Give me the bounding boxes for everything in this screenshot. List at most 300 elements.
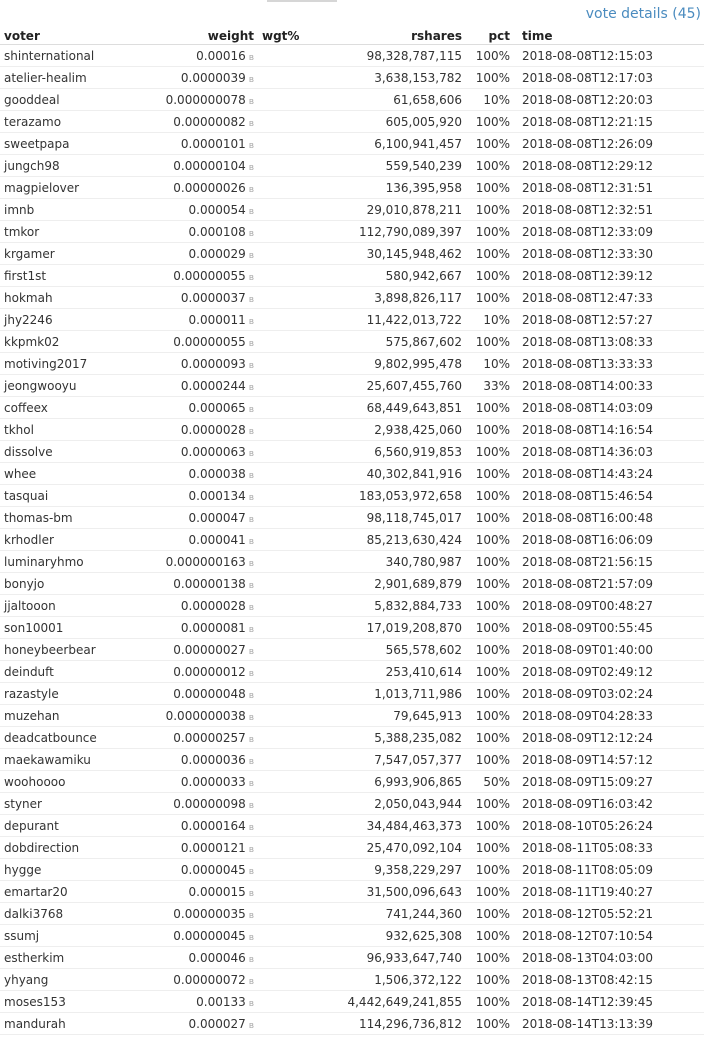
vote-wgt-percent [258, 969, 294, 991]
vote-weight [108, 749, 258, 771]
vote-rshares: 932,625,308 [294, 925, 466, 947]
vote-time: 2018-08-11T19:40:27 [514, 881, 704, 903]
vote-weight [108, 705, 258, 727]
vote-pct: 100% [466, 485, 514, 507]
unit-icon: ʙ [248, 426, 254, 437]
weight-value: 0.000000163 [165, 554, 246, 569]
vote-pct: 100% [466, 133, 514, 155]
vote-pct: 100% [466, 45, 514, 67]
unit-icon: ʙ [248, 470, 254, 481]
table-row [0, 903, 704, 925]
weight-value: 0.000000038 [165, 708, 246, 723]
vote-time: 2018-08-09T02:49:12 [514, 661, 704, 683]
column-header-time[interactable]: time [514, 27, 704, 45]
vote-weight [108, 1013, 258, 1035]
vote-rshares: 29,010,878,211 [294, 199, 466, 221]
table-row [0, 991, 704, 1013]
vote-pct: 100% [466, 837, 514, 859]
vote-rshares: 112,790,089,397 [294, 221, 466, 243]
vote-weight [108, 309, 258, 331]
vote-time: 2018-08-08T12:21:15 [514, 111, 704, 133]
vote-time: 2018-08-08T14:36:03 [514, 441, 704, 463]
table-row [0, 265, 704, 287]
weight-value: 0.0000121 [180, 840, 246, 855]
vote-weight [108, 947, 258, 969]
vote-pct: 100% [466, 639, 514, 661]
voter-name[interactable]: depurant [0, 815, 108, 837]
voter-name[interactable]: atelier-healim [0, 67, 108, 89]
voter-name[interactable]: honeybeerbear [0, 639, 108, 661]
weight-value: 0.0000101 [180, 136, 246, 151]
vote-wgt-percent [258, 331, 294, 353]
vote-pct: 100% [466, 221, 514, 243]
vote-time: 2018-08-08T14:03:09 [514, 397, 704, 419]
vote-weight [108, 419, 258, 441]
vote-pct: 100% [466, 529, 514, 551]
weight-value: 0.00000048 [173, 686, 246, 701]
vote-weight [108, 353, 258, 375]
unit-icon: ʙ [248, 866, 254, 877]
weight-value: 0.0000028 [180, 422, 246, 437]
weight-value: 0.0000036 [180, 752, 246, 767]
vote-rshares: 6,993,906,865 [294, 771, 466, 793]
vote-wgt-percent [258, 991, 294, 1013]
vote-weight [108, 45, 258, 67]
vote-wgt-percent [258, 947, 294, 969]
voter-name[interactable]: gooddeal [0, 89, 108, 111]
vote-rshares: 2,938,425,060 [294, 419, 466, 441]
vote-time: 2018-08-14T13:13:39 [514, 1013, 704, 1035]
weight-value: 0.000015 [188, 884, 246, 899]
table-row [0, 1013, 704, 1035]
voter-name[interactable]: deinduft [0, 661, 108, 683]
voter-name[interactable]: maekawamiku [0, 749, 108, 771]
vote-time: 2018-08-09T04:28:33 [514, 705, 704, 727]
voter-name[interactable]: styner [0, 793, 108, 815]
vote-wgt-percent [258, 529, 294, 551]
table-row [0, 947, 704, 969]
unit-icon: ʙ [248, 514, 254, 525]
voter-name[interactable]: estherkim [0, 947, 108, 969]
vote-rshares: 6,100,941,457 [294, 133, 466, 155]
vote-wgt-percent [258, 551, 294, 573]
table-row [0, 309, 704, 331]
vote-weight [108, 463, 258, 485]
weight-value: 0.000027 [188, 1016, 246, 1031]
voter-name[interactable]: shinternational [0, 45, 108, 67]
vote-rshares: 31,500,096,643 [294, 881, 466, 903]
voter-name[interactable]: jjaltooon [0, 595, 108, 617]
weight-value: 0.000108 [188, 224, 246, 239]
vote-wgt-percent [258, 111, 294, 133]
vote-rshares: 2,901,689,879 [294, 573, 466, 595]
vote-rshares: 741,244,360 [294, 903, 466, 925]
table-row [0, 397, 704, 419]
vote-pct: 100% [466, 969, 514, 991]
vote-time: 2018-08-08T12:15:03 [514, 45, 704, 67]
voter-name[interactable]: bonyjo [0, 573, 108, 595]
vote-rshares: 25,607,455,760 [294, 375, 466, 397]
voter-name[interactable]: hokmah [0, 287, 108, 309]
vote-weight [108, 837, 258, 859]
vote-weight [108, 815, 258, 837]
vote-pct: 100% [466, 815, 514, 837]
vote-pct: 100% [466, 595, 514, 617]
vote-time: 2018-08-08T13:33:33 [514, 353, 704, 375]
vote-time: 2018-08-08T12:33:30 [514, 243, 704, 265]
table-row [0, 749, 704, 771]
unit-icon: ʙ [248, 646, 254, 657]
table-row [0, 969, 704, 991]
vote-time: 2018-08-09T01:40:00 [514, 639, 704, 661]
voter-name[interactable]: deadcatbounce [0, 727, 108, 749]
weight-value: 0.000011 [188, 312, 246, 327]
unit-icon: ʙ [248, 316, 254, 327]
weight-value: 0.000029 [188, 246, 246, 261]
vote-time: 2018-08-08T13:08:33 [514, 331, 704, 353]
table-row [0, 155, 704, 177]
vote-wgt-percent [258, 507, 294, 529]
vote-wgt-percent [258, 815, 294, 837]
vote-weight [108, 265, 258, 287]
table-row [0, 507, 704, 529]
vote-pct: 100% [466, 265, 514, 287]
weight-value: 0.00000138 [173, 576, 246, 591]
vote-time: 2018-08-08T16:00:48 [514, 507, 704, 529]
vote-time: 2018-08-09T15:09:27 [514, 771, 704, 793]
voter-name[interactable]: tmkor [0, 221, 108, 243]
weight-value: 0.00000072 [173, 972, 246, 987]
vote-wgt-percent [258, 375, 294, 397]
unit-icon: ʙ [248, 96, 254, 107]
vote-weight [108, 67, 258, 89]
vote-time: 2018-08-08T12:31:51 [514, 177, 704, 199]
vote-pct: 100% [466, 287, 514, 309]
vote-wgt-percent [258, 683, 294, 705]
voter-name[interactable]: son10001 [0, 617, 108, 639]
vote-wgt-percent [258, 243, 294, 265]
weight-value: 0.00000055 [173, 268, 246, 283]
vote-wgt-percent [258, 45, 294, 67]
weight-value: 0.000046 [188, 950, 246, 965]
column-header-wgt-percent[interactable]: wgt% [258, 27, 294, 45]
table-row [0, 287, 704, 309]
vote-time: 2018-08-09T00:48:27 [514, 595, 704, 617]
vote-rshares: 96,933,647,740 [294, 947, 466, 969]
vote-rshares: 3,638,153,782 [294, 67, 466, 89]
voter-name[interactable]: muzehan [0, 705, 108, 727]
vote-time: 2018-08-08T12:47:33 [514, 287, 704, 309]
unit-icon: ʙ [248, 360, 254, 371]
vote-weight [108, 969, 258, 991]
voter-name[interactable]: dalki3768 [0, 903, 108, 925]
vote-rshares: 11,422,013,722 [294, 309, 466, 331]
unit-icon: ʙ [248, 690, 254, 701]
table-row [0, 573, 704, 595]
vote-pct: 100% [466, 947, 514, 969]
vote-time: 2018-08-08T14:00:33 [514, 375, 704, 397]
table-row [0, 837, 704, 859]
voter-name[interactable]: motiving2017 [0, 353, 108, 375]
weight-value: 0.000041 [188, 532, 246, 547]
table-row [0, 441, 704, 463]
vote-pct: 100% [466, 705, 514, 727]
voter-name[interactable]: sweetpapa [0, 133, 108, 155]
vote-rshares: 40,302,841,916 [294, 463, 466, 485]
voter-name[interactable]: jhy2246 [0, 309, 108, 331]
vote-rshares: 61,658,606 [294, 89, 466, 111]
voter-name[interactable]: thomas-bm [0, 507, 108, 529]
unit-icon: ʙ [248, 448, 254, 459]
unit-icon: ʙ [248, 140, 254, 151]
vote-wgt-percent [258, 595, 294, 617]
vote-weight [108, 221, 258, 243]
vote-pct: 33% [466, 375, 514, 397]
vote-rshares: 98,118,745,017 [294, 507, 466, 529]
weight-value: 0.000000078 [165, 92, 246, 107]
vote-pct: 100% [466, 617, 514, 639]
voter-name[interactable]: luminaryhmo [0, 551, 108, 573]
vote-time: 2018-08-08T15:46:54 [514, 485, 704, 507]
vote-weight [108, 331, 258, 353]
vote-wgt-percent [258, 925, 294, 947]
vote-wgt-percent [258, 397, 294, 419]
voter-name[interactable]: razastyle [0, 683, 108, 705]
voter-name[interactable]: whee [0, 463, 108, 485]
voter-name[interactable]: coffeex [0, 397, 108, 419]
unit-icon: ʙ [248, 888, 254, 899]
vote-pct: 100% [466, 661, 514, 683]
voter-name[interactable]: emartar20 [0, 881, 108, 903]
voter-name[interactable]: dobdirection [0, 837, 108, 859]
vote-pct: 100% [466, 419, 514, 441]
unit-icon: ʙ [248, 272, 254, 283]
vote-rshares: 580,942,667 [294, 265, 466, 287]
weight-value: 0.00000082 [173, 114, 246, 129]
unit-icon: ʙ [248, 910, 254, 921]
table-row [0, 331, 704, 353]
vote-time: 2018-08-08T16:06:09 [514, 529, 704, 551]
vote-weight [108, 287, 258, 309]
vote-wgt-percent [258, 881, 294, 903]
unit-icon: ʙ [248, 206, 254, 217]
vote-rshares: 79,645,913 [294, 705, 466, 727]
voter-name[interactable]: jungch98 [0, 155, 108, 177]
weight-value: 0.0000063 [180, 444, 246, 459]
vote-wgt-percent [258, 309, 294, 331]
vote-rshares: 559,540,239 [294, 155, 466, 177]
vote-weight [108, 111, 258, 133]
vote-pct: 100% [466, 397, 514, 419]
vote-wgt-percent [258, 705, 294, 727]
vote-pct: 100% [466, 749, 514, 771]
vote-rshares: 4,442,649,241,855 [294, 991, 466, 1013]
unit-icon: ʙ [248, 118, 254, 129]
table-row [0, 45, 704, 67]
table-row [0, 463, 704, 485]
unit-icon: ʙ [248, 822, 254, 833]
vote-pct: 10% [466, 353, 514, 375]
vote-time: 2018-08-08T12:29:12 [514, 155, 704, 177]
table-row [0, 639, 704, 661]
vote-rshares: 136,395,958 [294, 177, 466, 199]
unit-icon: ʙ [248, 602, 254, 613]
vote-pct: 100% [466, 991, 514, 1013]
vote-weight [108, 133, 258, 155]
table-row [0, 771, 704, 793]
vote-rshares: 9,802,995,478 [294, 353, 466, 375]
vote-rshares: 114,296,736,812 [294, 1013, 466, 1035]
weight-value: 0.00133 [196, 994, 246, 1009]
voter-name[interactable]: kkpmk02 [0, 331, 108, 353]
column-header-weight[interactable]: weight [108, 27, 258, 45]
unit-icon: ʙ [248, 668, 254, 679]
weight-value: 0.00000104 [173, 158, 246, 173]
vote-wgt-percent [258, 859, 294, 881]
voter-name[interactable]: woohoooo [0, 771, 108, 793]
voter-name[interactable]: mandurah [0, 1013, 108, 1035]
weight-value: 0.00016 [196, 48, 246, 63]
vote-weight [108, 925, 258, 947]
vote-weight [108, 507, 258, 529]
vote-wgt-percent [258, 617, 294, 639]
voter-name[interactable]: ssumj [0, 925, 108, 947]
vote-rshares: 1,013,711,986 [294, 683, 466, 705]
table-row [0, 485, 704, 507]
voter-name[interactable]: moses153 [0, 991, 108, 1013]
vote-wgt-percent [258, 419, 294, 441]
vote-rshares: 605,005,920 [294, 111, 466, 133]
table-row [0, 705, 704, 727]
vote-weight [108, 177, 258, 199]
vote-wgt-percent [258, 749, 294, 771]
vote-pct: 100% [466, 507, 514, 529]
vote-wgt-percent [258, 287, 294, 309]
table-row [0, 661, 704, 683]
vote-pct: 10% [466, 309, 514, 331]
vote-pct: 100% [466, 331, 514, 353]
vote-rshares: 68,449,643,851 [294, 397, 466, 419]
voter-name[interactable]: terazamo [0, 111, 108, 133]
vote-time: 2018-08-13T04:03:00 [514, 947, 704, 969]
vote-pct: 100% [466, 111, 514, 133]
vote-time: 2018-08-12T07:10:54 [514, 925, 704, 947]
vote-pct: 100% [466, 925, 514, 947]
voter-name[interactable]: tkhol [0, 419, 108, 441]
weight-value: 0.0000037 [180, 290, 246, 305]
column-header-rshares[interactable]: rshares [294, 27, 466, 45]
column-header-pct[interactable]: pct [466, 27, 514, 45]
vote-details-link[interactable]: vote details (45) [585, 6, 701, 22]
vote-rshares: 98,328,787,115 [294, 45, 466, 67]
voter-name[interactable]: first1st [0, 265, 108, 287]
vote-wgt-percent [258, 837, 294, 859]
weight-value: 0.0000164 [180, 818, 246, 833]
voter-name[interactable]: yhyang [0, 969, 108, 991]
table-row [0, 133, 704, 155]
vote-weight [108, 89, 258, 111]
unit-icon: ʙ [248, 162, 254, 173]
vote-time: 2018-08-13T08:42:15 [514, 969, 704, 991]
vote-weight [108, 375, 258, 397]
voter-name[interactable]: krgamer [0, 243, 108, 265]
weight-value: 0.00000098 [173, 796, 246, 811]
vote-time: 2018-08-08T21:57:09 [514, 573, 704, 595]
vote-rshares: 30,145,948,462 [294, 243, 466, 265]
vote-wgt-percent [258, 463, 294, 485]
vote-weight [108, 397, 258, 419]
voter-name[interactable]: dissolve [0, 441, 108, 463]
vote-weight [108, 485, 258, 507]
voter-name[interactable]: jeongwooyu [0, 375, 108, 397]
vote-time: 2018-08-11T08:05:09 [514, 859, 704, 881]
voter-name[interactable]: krhodler [0, 529, 108, 551]
table-row [0, 89, 704, 111]
table-row [0, 177, 704, 199]
vote-time: 2018-08-08T12:20:03 [514, 89, 704, 111]
vote-wgt-percent [258, 1013, 294, 1035]
vote-pct: 100% [466, 551, 514, 573]
vote-weight [108, 903, 258, 925]
vote-pct: 100% [466, 881, 514, 903]
vote-time: 2018-08-09T12:12:24 [514, 727, 704, 749]
column-header-voter[interactable]: voter [0, 27, 108, 45]
vote-weight [108, 199, 258, 221]
votes-table-body [0, 45, 704, 1035]
voter-name[interactable]: magpielover [0, 177, 108, 199]
table-row [0, 617, 704, 639]
vote-rshares: 17,019,208,870 [294, 617, 466, 639]
vote-rshares: 3,898,826,117 [294, 287, 466, 309]
table-row [0, 793, 704, 815]
vote-pct: 50% [466, 771, 514, 793]
vote-pct: 10% [466, 89, 514, 111]
table-row [0, 67, 704, 89]
vote-weight [108, 529, 258, 551]
vote-weight [108, 859, 258, 881]
vote-pct: 100% [466, 1013, 514, 1035]
table-row [0, 529, 704, 551]
vote-rshares: 575,867,602 [294, 331, 466, 353]
vote-time: 2018-08-08T12:33:09 [514, 221, 704, 243]
table-row [0, 551, 704, 573]
vote-wgt-percent [258, 485, 294, 507]
vote-weight [108, 595, 258, 617]
unit-icon: ʙ [248, 954, 254, 965]
vote-weight [108, 441, 258, 463]
vote-weight [108, 683, 258, 705]
vote-weight [108, 771, 258, 793]
vote-rshares: 2,050,043,944 [294, 793, 466, 815]
vote-weight [108, 793, 258, 815]
weight-value: 0.00000012 [173, 664, 246, 679]
scrollbar-thumb[interactable] [267, 0, 337, 2]
unit-icon: ʙ [248, 492, 254, 503]
unit-icon: ʙ [248, 976, 254, 987]
unit-icon: ʙ [248, 74, 254, 85]
vote-weight [108, 573, 258, 595]
vote-rshares: 25,470,092,104 [294, 837, 466, 859]
table-row [0, 925, 704, 947]
unit-icon: ʙ [248, 756, 254, 767]
voter-name[interactable]: imnb [0, 199, 108, 221]
vote-time: 2018-08-08T14:43:24 [514, 463, 704, 485]
vote-wgt-percent [258, 573, 294, 595]
vote-time: 2018-08-08T12:39:12 [514, 265, 704, 287]
voter-name[interactable]: tasquai [0, 485, 108, 507]
unit-icon: ʙ [248, 536, 254, 547]
voter-name[interactable]: hygge [0, 859, 108, 881]
